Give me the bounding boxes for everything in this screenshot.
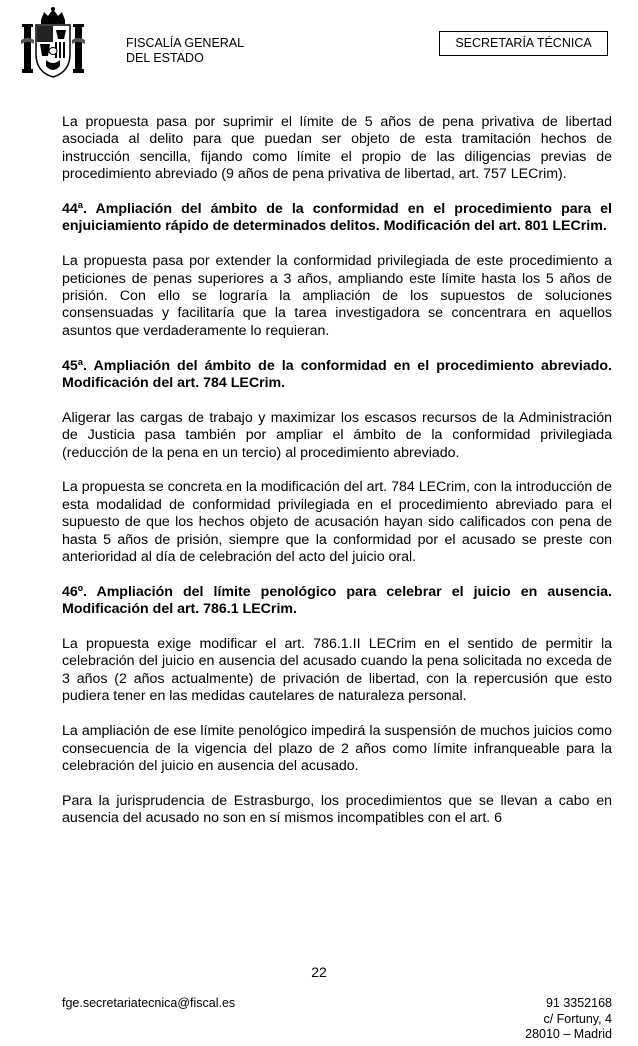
footer-city: 28010 – Madrid [525,1027,612,1041]
paragraph: La propuesta pasa por extender la conformidad privilegiada de este procedimiento a peticiones de penas superiores a 3 años, ampliando este límite hasta los 5 años de prisión. Con ello se lograría la ampliación de los supuestos de soluciones consensuadas y facilitaría que la tarea investigadora se concentrara en aquellos asuntos que verdaderamente lo requieran. [62,253,612,339]
paragraph: La ampliación de ese límite penológico impedirá la suspensión de muchos juicios como consecuencia de la vigencia del plazo de 2 años como límite infranqueable para la celebración del juicio en ausencia del acusado. [62,723,612,774]
section-heading-46: 46º. Ampliación del límite penológico para celebrar el juicio en ausencia. Modificación del art. 786.1 LECrim. [62,583,612,618]
page-number: 22 [311,964,327,980]
paragraph: La propuesta pasa por suprimir el límite de 5 años de pena privativa de libertad asociada al delito para que puedan ser objeto de esta tramitación hechos de instrucción sencilla, fijando como límite el propio de las diligencias previas de procedimiento abreviado (9 años de pena privativa de libertad, art. 757 LECrim). [62,114,612,183]
coat-of-arms-icon [20,6,86,80]
document-body [62,114,612,845]
institution-name [126,36,244,66]
paragraph: Aligerar las cargas de trabajo y maximizar los escasos recursos de la Administración de Justicia pasa también por ampliar el ámbito de la conformidad privilegiada (reducción de la pena en un tercio) al procedimiento abreviado. [62,409,612,461]
institution-name-line1: FISCALÍA GENERAL [126,36,245,50]
paragraph: La propuesta se concreta en la modificación del art. 784 LECrim, con la introducción de esta modalidad de conformidad privilegiada en el procedimiento abreviado para el supuesto de que los hechos objeto de acusación hayan sido calificados con pena de hasta 5 años de prisión, siempre que la conformidad por el acusado se preste con anterioridad al día de celebración del acto del juicio oral. [62,479,612,566]
paragraph: La propuesta exige modificar el art. 786.1.II LECrim en el sentido de permitir la celebración del juicio en ausencia del acusado cuando la pena solicitada no exceda de 3 años (2 años actualmente) de privación de libertad, con la repercusión que esto pudiera tener en las medidas cautelares de naturaleza personal. [62,636,612,705]
footer-contact [525,996,612,1043]
footer-street: c/ Fortuny, 4 [543,1011,612,1026]
department-label: SECRETARÍA TÉCNICA [439,31,608,56]
paragraph: Para la jurisprudencia de Estrasburgo, los procedimientos que se llevan a cabo en ausencia del acusado no son en sí mismos incompatibles con el art. 6 [62,792,612,827]
footer-phone: 91 3352168 [545,996,612,1010]
institution-name-line2: DEL ESTADO [126,51,204,65]
footer-email: fge.secretariatecnica@fiscal.es [62,996,236,1010]
section-heading-45: 45ª. Ampliación del ámbito de la conformidad en el procedimiento abreviado. Modificación del art. 784 LECrim. [62,357,612,392]
section-heading-44: 44ª. Ampliación del ámbito de la conformidad en el procedimiento para el enjuiciamiento rápido de determinados delitos. Modificación del art. 801 LECrim. [62,201,612,235]
